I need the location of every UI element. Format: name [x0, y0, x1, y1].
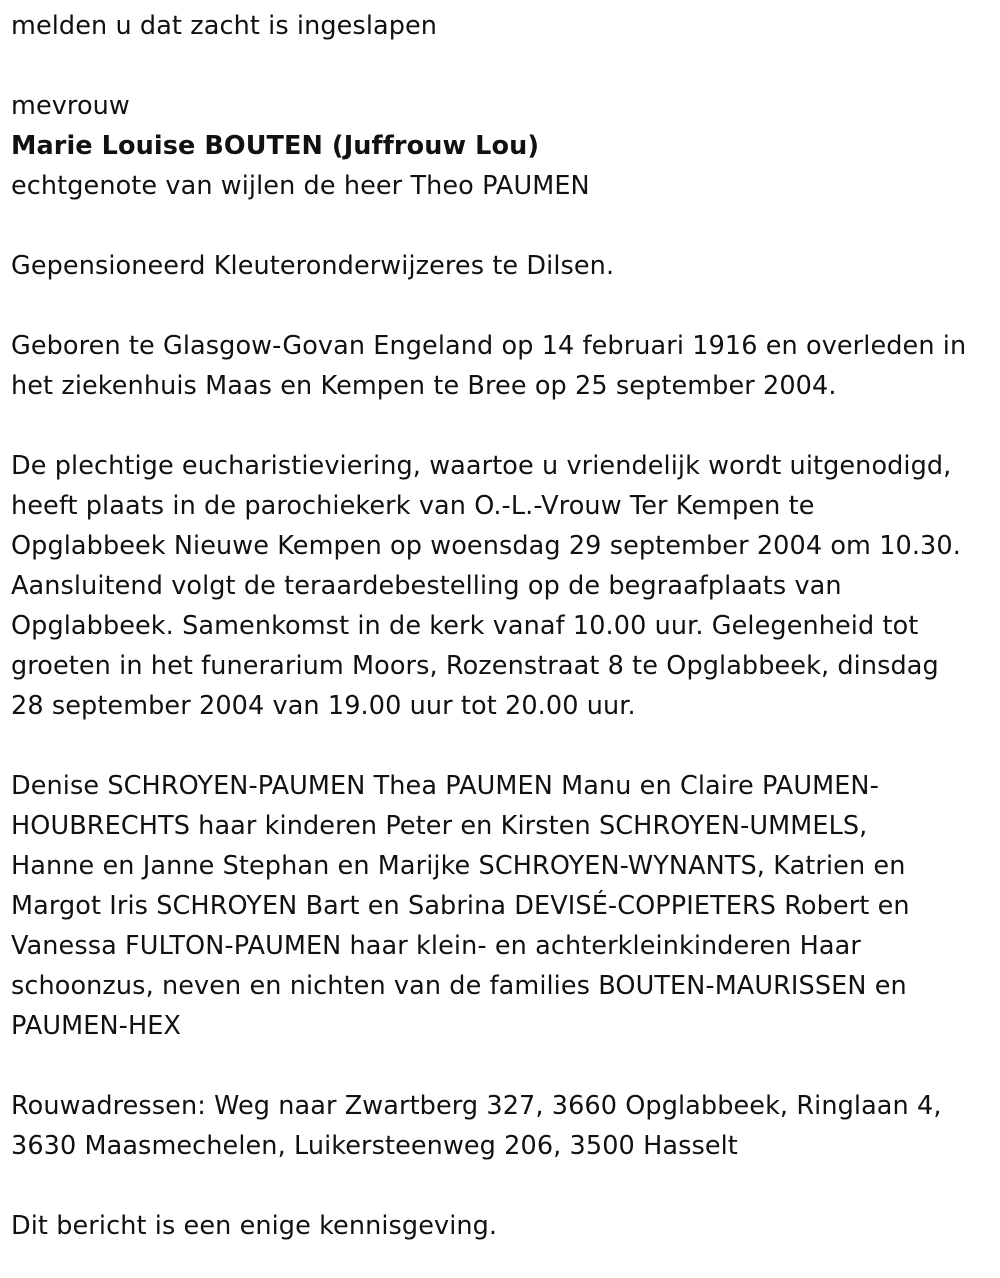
paragraph-line: groeten in het funerarium Moors, Rozenstraat 8 te Opglabbeek, dinsdag [11, 651, 939, 681]
paragraph-line: Rouwadressen: Weg naar Zwartberg 327, 3660 Opglabbeek, Ringlaan 4, [11, 1091, 942, 1121]
paragraph-line: PAUMEN-HEX [11, 1011, 181, 1041]
spacer [11, 286, 996, 326]
spacer [11, 406, 996, 446]
paragraph-line: De plechtige eucharistieviering, waartoe u vriendelijk wordt uitgenodigd, [11, 451, 952, 481]
occupation-line: Gepensioneerd Kleuteronderwijzeres te Dilsen. [11, 251, 615, 281]
paragraph-line: het ziekenhuis Maas en Kempen te Bree op 25 september 2004. [11, 371, 837, 401]
closing-line: Dit bericht is een enige kennisgeving. [11, 1211, 498, 1241]
paragraph-line: Margot Iris SCHROYEN Bart en Sabrina DEVISÉ-COPPIETERS Robert en [11, 891, 910, 921]
paragraph-line: Geboren te Glasgow-Govan Engeland op 14 februari 1916 en overleden in [11, 331, 967, 361]
ceremony-paragraph [11, 446, 996, 726]
spacer [11, 46, 996, 86]
paragraph-line: heeft plaats in de parochiekerk van O.-L.-Vrouw Ter Kempen te [11, 491, 815, 521]
spacer [11, 206, 996, 246]
paragraph-line: Hanne en Janne Stephan en Marijke SCHROYEN-WYNANTS, Katrien en [11, 851, 906, 881]
spacer [11, 1046, 996, 1086]
paragraph-line: Aansluitend volgt de teraardebestelling op de begraafplaats van [11, 571, 842, 601]
deceased-name: Marie Louise BOUTEN (Juffrouw Lou) [11, 131, 540, 161]
paragraph-line: schoonzus, neven en nichten van de families BOUTEN-MAURISSEN en [11, 971, 907, 1001]
paragraph-line: Vanessa FULTON-PAUMEN haar klein- en achterkleinkinderen Haar [11, 931, 861, 961]
addresses-paragraph [11, 1086, 996, 1166]
paragraph-line: 3630 Maasmechelen, Luikersteenweg 206, 3500 Hasselt [11, 1131, 738, 1161]
family-paragraph [11, 766, 996, 1046]
spacer [11, 726, 996, 766]
paragraph-line: Opglabbeek Nieuwe Kempen op woensdag 29 september 2004 om 10.30. [11, 531, 961, 561]
spacer [11, 1166, 996, 1206]
spouse-line: echtgenote van wijlen de heer Theo PAUMEN [11, 171, 590, 201]
birth-death-paragraph [11, 326, 996, 406]
paragraph-line: 28 september 2004 van 19.00 uur tot 20.00 uur. [11, 691, 636, 721]
paragraph-line: Opglabbeek. Samenkomst in de kerk vanaf 10.00 uur. Gelegenheid tot [11, 611, 919, 641]
obituary-document [11, 6, 996, 1246]
paragraph-line: HOUBRECHTS haar kinderen Peter en Kirsten SCHROYEN-UMMELS, [11, 811, 868, 841]
honorific: mevrouw [11, 91, 130, 121]
paragraph-line: Denise SCHROYEN-PAUMEN Thea PAUMEN Manu en Claire PAUMEN- [11, 771, 879, 801]
intro-text: melden u dat zacht is ingeslapen [11, 11, 438, 41]
